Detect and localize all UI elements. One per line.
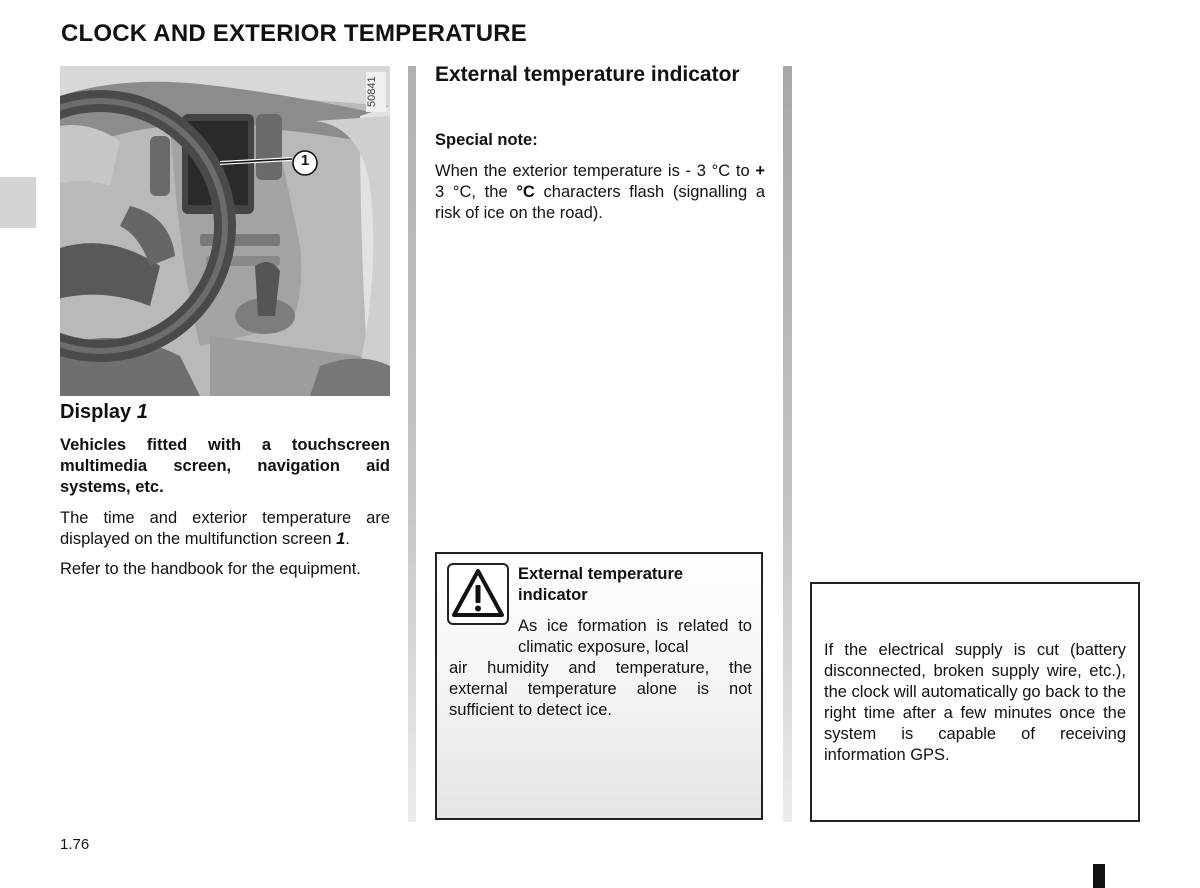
special-note-plus: + bbox=[755, 162, 765, 180]
page-title: CLOCK AND EXTERIOR TEMPERATURE bbox=[61, 20, 528, 47]
special-note-unit: °C bbox=[516, 183, 535, 201]
dashboard-illustration bbox=[60, 66, 390, 396]
refer-handbook-paragraph: Refer to the handbook for the equipment. bbox=[60, 560, 361, 578]
warning-text-rest: air humidity and temperature, the external temperature alone is not sufficient to detect ice. bbox=[449, 659, 752, 719]
time-display-ref: 1 bbox=[336, 530, 346, 548]
time-display-text: The time and exterior temperature are displayed on the multifunction screen bbox=[60, 509, 390, 548]
dashboard-photo bbox=[60, 66, 390, 396]
display-heading-text: Display bbox=[60, 401, 137, 423]
warning-icon-frame bbox=[447, 563, 509, 625]
time-display-end: . bbox=[345, 530, 350, 548]
warning-title: External temperature indicator bbox=[518, 565, 684, 604]
special-note-paragraph bbox=[435, 161, 765, 224]
page-number: 1.76 bbox=[60, 836, 90, 853]
power-cut-info-text: If the electrical supply is cut (battery disconnected, broken supply wire, etc.), the clock will automatically go back to the right time after a few minutes once the system is capable of receiving information GPS. bbox=[824, 641, 1126, 764]
column-separator-2 bbox=[783, 66, 792, 822]
special-note-label: Special note: bbox=[435, 131, 538, 149]
vehicles-fitted-paragraph: Vehicles fitted with a touchscreen multimedia screen, navigation aid systems, etc. bbox=[60, 436, 390, 496]
warning-box bbox=[435, 552, 763, 820]
column-separator-1 bbox=[408, 66, 416, 822]
warning-triangle-icon bbox=[449, 565, 507, 623]
time-display-paragraph bbox=[60, 508, 390, 550]
page-corner-mark bbox=[1093, 864, 1105, 888]
figure-reference-number: 50841 bbox=[366, 72, 386, 112]
display-heading bbox=[60, 401, 148, 424]
special-note-text-c: characters flash (signalling a risk of ice on the road). bbox=[435, 183, 766, 222]
special-note-text-a: When the exterior temperature is - 3 °C to bbox=[435, 162, 756, 180]
figure-callout-number: 1 bbox=[300, 152, 310, 169]
display-heading-ref: 1 bbox=[136, 401, 148, 423]
section-tab-marker bbox=[0, 177, 36, 228]
warning-text-first: As ice formation is related to climatic exposure, local bbox=[518, 617, 752, 656]
info-box bbox=[810, 582, 1140, 822]
special-note-text-b: 3 °C, the bbox=[435, 183, 517, 201]
external-temperature-heading: External temperature indicator bbox=[435, 63, 740, 86]
